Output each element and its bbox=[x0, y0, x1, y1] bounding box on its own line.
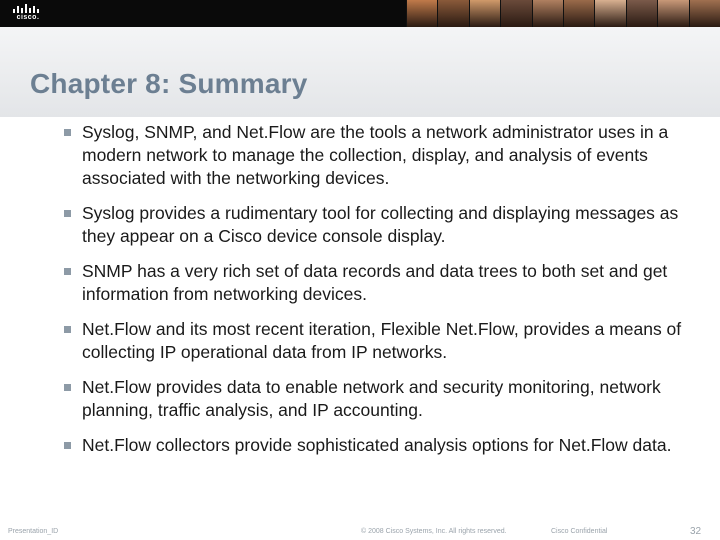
people-photo-tile bbox=[469, 0, 500, 27]
bullet-text: Syslog provides a rudimentary tool for collecting and displaying messages as they appear on a Cisco device console display. bbox=[82, 203, 679, 246]
bullet-text: Syslog, SNMP, and Net.Flow are the tools a network administrator uses in a modern network to manage the collection, display, and analysis of events associated with the networking devices. bbox=[82, 122, 669, 188]
footer-copyright: © 2008 Cisco Systems, Inc. All rights reserved. bbox=[361, 528, 507, 535]
cisco-logo bbox=[10, 3, 46, 24]
footer-confidential: Cisco Confidential bbox=[551, 528, 608, 535]
people-photo-tile bbox=[626, 0, 657, 27]
people-photo-tile bbox=[500, 0, 531, 27]
square-bullet-icon bbox=[64, 129, 71, 136]
people-photo-tile bbox=[594, 0, 625, 27]
bullet-list bbox=[64, 121, 690, 469]
people-photo-tile bbox=[437, 0, 468, 27]
footer-presentation-id: Presentation_ID bbox=[8, 528, 59, 535]
bullet-item bbox=[64, 260, 690, 306]
bullet-text: SNMP has a very rich set of data records and data trees to both set and get information from networking devices. bbox=[82, 261, 668, 304]
people-photo-tile bbox=[532, 0, 563, 27]
page-number: 32 bbox=[690, 526, 702, 537]
bullet-item bbox=[64, 318, 690, 364]
bullet-text: Net.Flow provides data to enable network and security monitoring, network planning, traffic analysis, and IP accounting. bbox=[82, 377, 661, 420]
top-banner bbox=[0, 0, 720, 27]
bullet-item bbox=[64, 202, 690, 248]
page-title: Chapter 8: Summary bbox=[30, 68, 308, 99]
bullet-text: Net.Flow and its most recent iteration, Flexible Net.Flow, provides a means of collecting IP operational data from IP networks. bbox=[82, 319, 682, 362]
square-bullet-icon bbox=[64, 384, 71, 391]
bullet-item bbox=[64, 376, 690, 422]
bullet-text: Net.Flow collectors provide sophisticated analysis options for Net.Flow data. bbox=[82, 435, 672, 455]
photo-strip bbox=[406, 0, 720, 27]
logo-text: cisco. bbox=[16, 14, 40, 21]
square-bullet-icon bbox=[64, 210, 71, 217]
people-photo-tile bbox=[406, 0, 437, 27]
people-photo-tile bbox=[657, 0, 688, 27]
bullet-item bbox=[64, 121, 690, 190]
square-bullet-icon bbox=[64, 442, 71, 449]
square-bullet-icon bbox=[64, 268, 71, 275]
people-photo-tile bbox=[689, 0, 720, 27]
people-photo-tile bbox=[563, 0, 594, 27]
square-bullet-icon bbox=[64, 326, 71, 333]
bullet-item bbox=[64, 434, 690, 457]
